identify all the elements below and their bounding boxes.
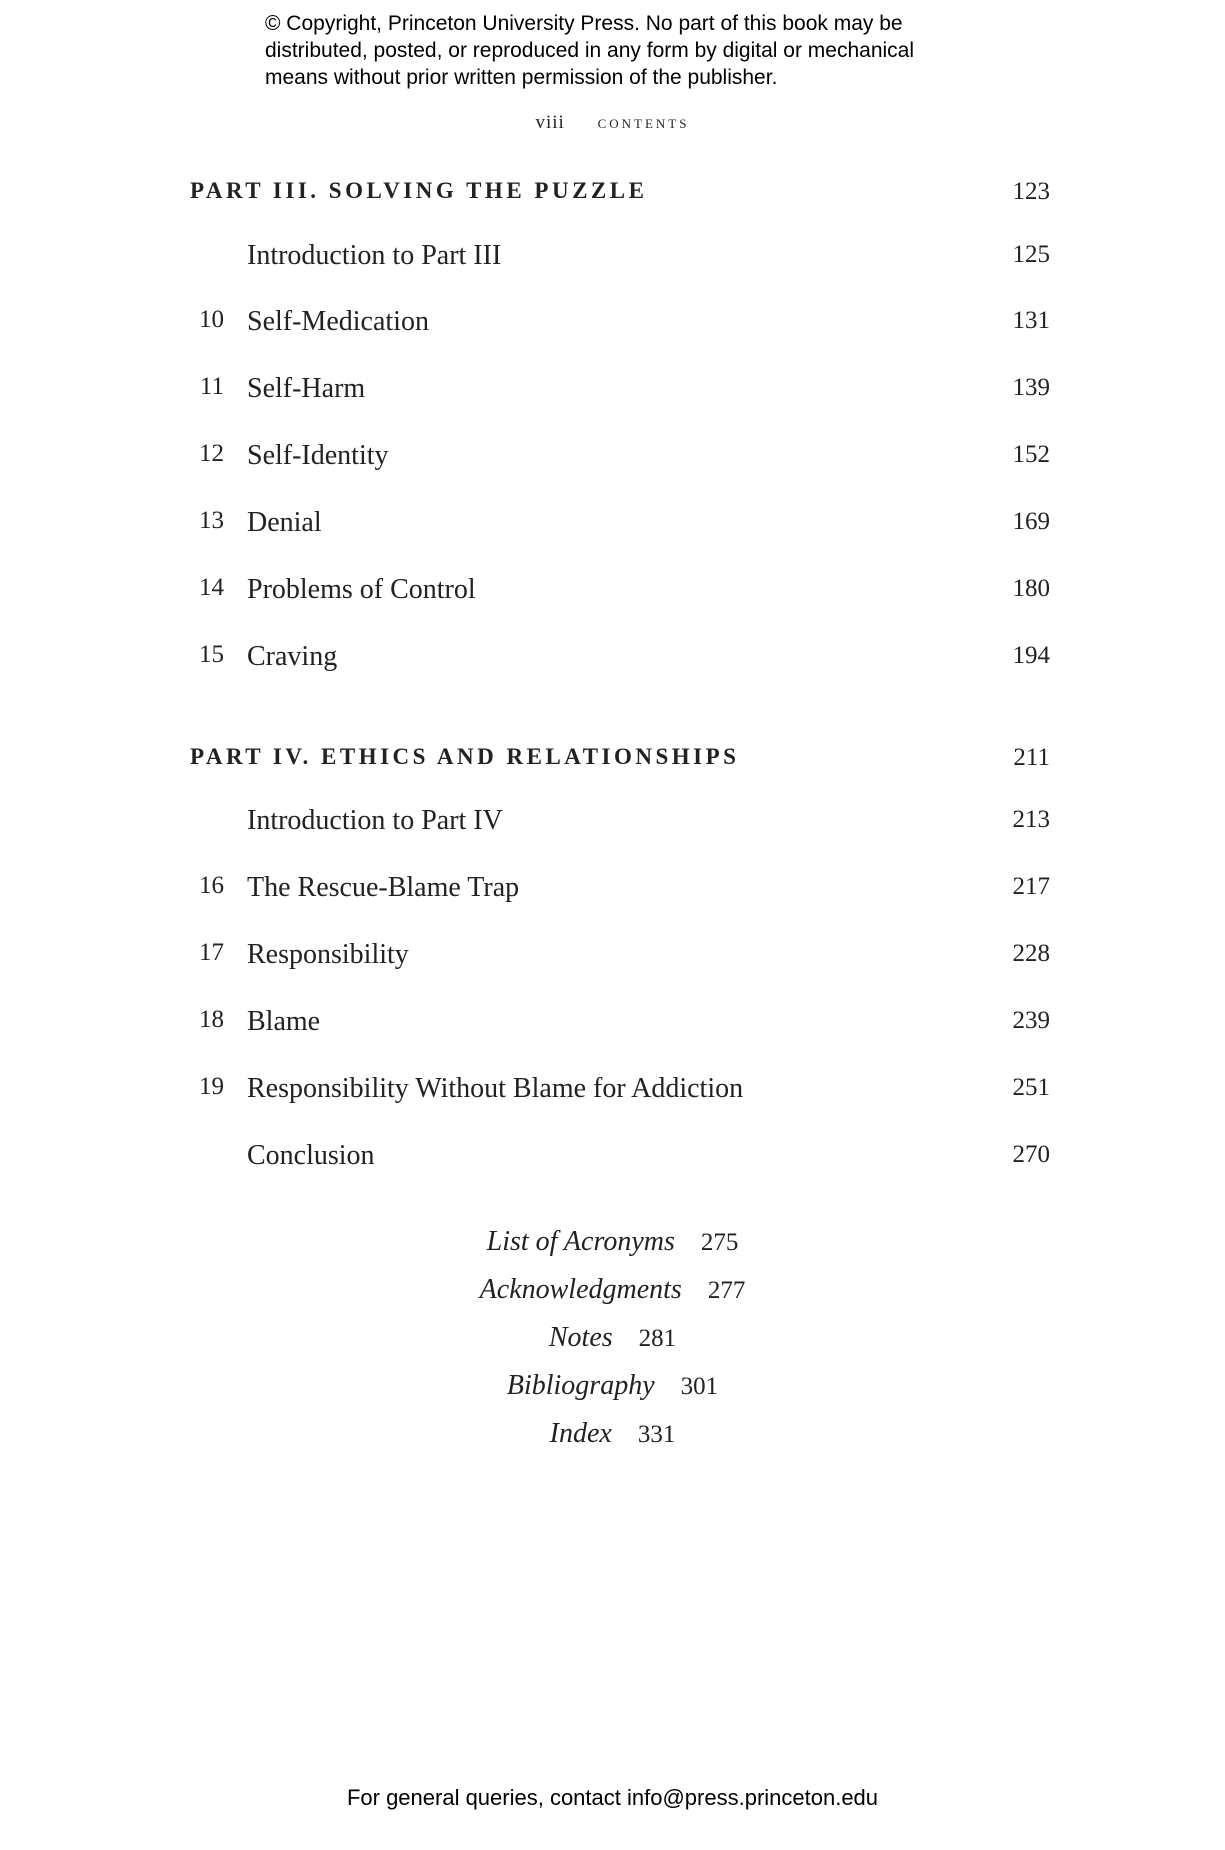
chapter-number: 13 — [199, 507, 224, 534]
toc-entry[interactable] — [190, 1073, 1050, 1109]
part-page-number: 211 — [1013, 744, 1050, 771]
chapter-title: Self-Identity — [247, 440, 389, 471]
toc-entry[interactable] — [190, 306, 1050, 342]
toc-entry[interactable] — [190, 574, 1050, 610]
chapter-page-number: 194 — [1012, 642, 1050, 669]
part-heading[interactable] — [190, 178, 1050, 214]
part-title: PART IV. ETHICS AND RELATIONSHIPS — [190, 744, 740, 769]
chapter-title: Self-Medication — [247, 306, 429, 337]
copyright-line: © Copyright, Princeton University Press. No part of this book may be — [265, 12, 903, 35]
chapter-page-number: 239 — [1012, 1007, 1050, 1034]
toc-entry[interactable] — [190, 373, 1050, 409]
footer-text: For general queries, contact info@press.princeton.edu — [346, 1785, 879, 1810]
part-heading[interactable] — [190, 744, 1050, 780]
back-matter-page-number: 281 — [638, 1325, 677, 1352]
chapter-page-number: 131 — [1012, 307, 1050, 334]
chapter-page-number: 251 — [1012, 1074, 1050, 1101]
back-matter-title: Acknowledgments — [479, 1274, 682, 1305]
toc-entry[interactable] — [190, 872, 1050, 908]
chapter-page-number: 213 — [1012, 806, 1050, 833]
back-matter-entry[interactable] — [0, 1370, 1225, 1402]
chapter-title: Conclusion — [247, 1140, 375, 1171]
chapter-title: Responsibility Without Blame for Addiction — [247, 1073, 744, 1104]
chapter-page-number: 152 — [1012, 441, 1050, 468]
chapter-title: The Rescue-Blame Trap — [247, 872, 520, 903]
chapter-title: Craving — [247, 641, 338, 672]
back-matter-title: Bibliography — [506, 1370, 655, 1401]
chapter-number: 14 — [199, 574, 224, 601]
toc-entry[interactable] — [190, 1006, 1050, 1042]
part-page-number: 123 — [1012, 178, 1050, 205]
back-matter-page-number: 275 — [700, 1229, 739, 1256]
chapter-page-number: 139 — [1012, 374, 1050, 401]
chapter-number: 17 — [199, 939, 224, 966]
back-matter-page-number: 331 — [637, 1421, 676, 1448]
back-matter-page-number: 301 — [680, 1373, 719, 1400]
chapter-number: 11 — [199, 373, 224, 400]
chapter-page-number: 270 — [1012, 1141, 1050, 1168]
chapter-title: Blame — [247, 1006, 321, 1037]
chapter-title: Self-Harm — [247, 373, 366, 404]
chapter-number: 10 — [199, 306, 224, 333]
back-matter-entry[interactable] — [0, 1226, 1225, 1258]
chapter-number: 16 — [199, 872, 224, 899]
chapter-page-number: 180 — [1012, 575, 1050, 602]
back-matter-title: Index — [549, 1418, 612, 1449]
back-matter-entry[interactable] — [0, 1322, 1225, 1354]
chapter-page-number: 169 — [1012, 508, 1050, 535]
running-head-title: contents — [597, 112, 690, 133]
copyright-line: distributed, posted, or reproduced in any form by digital or mechanical — [265, 39, 915, 62]
toc-entry[interactable] — [190, 440, 1050, 476]
chapter-title: Problems of Control — [247, 574, 476, 605]
chapter-title: Denial — [247, 507, 322, 538]
back-matter-title: List of Acronyms — [486, 1226, 675, 1257]
chapter-title: Introduction to Part IV — [247, 805, 503, 836]
toc-entry[interactable] — [190, 939, 1050, 975]
back-matter-page-number: 277 — [707, 1277, 746, 1304]
page-folio: viii — [535, 112, 565, 133]
chapter-number: 19 — [199, 1073, 224, 1100]
toc-entry[interactable] — [190, 641, 1050, 677]
chapter-number: 18 — [199, 1006, 224, 1033]
chapter-title: Responsibility — [247, 939, 409, 970]
toc-entry[interactable] — [190, 507, 1050, 543]
chapter-title: Introduction to Part III — [247, 240, 502, 271]
part-title: PART III. SOLVING THE PUZZLE — [190, 178, 648, 203]
copyright-line: means without prior written permission of the publisher. — [265, 66, 778, 89]
chapter-number: 12 — [199, 440, 224, 467]
chapter-page-number: 228 — [1012, 940, 1050, 967]
back-matter-title: Notes — [548, 1322, 613, 1353]
toc-entry[interactable] — [190, 1140, 1050, 1176]
copyright-notice — [265, 10, 985, 91]
footer-contact — [0, 1785, 1225, 1811]
toc-entry[interactable] — [190, 240, 1050, 276]
back-matter-entry[interactable] — [0, 1274, 1225, 1306]
chapter-number: 15 — [199, 641, 224, 668]
chapter-page-number: 217 — [1012, 873, 1050, 900]
toc-entry[interactable] — [190, 805, 1050, 841]
running-head — [0, 112, 1225, 134]
chapter-page-number: 125 — [1012, 241, 1050, 268]
back-matter-entry[interactable] — [0, 1418, 1225, 1450]
